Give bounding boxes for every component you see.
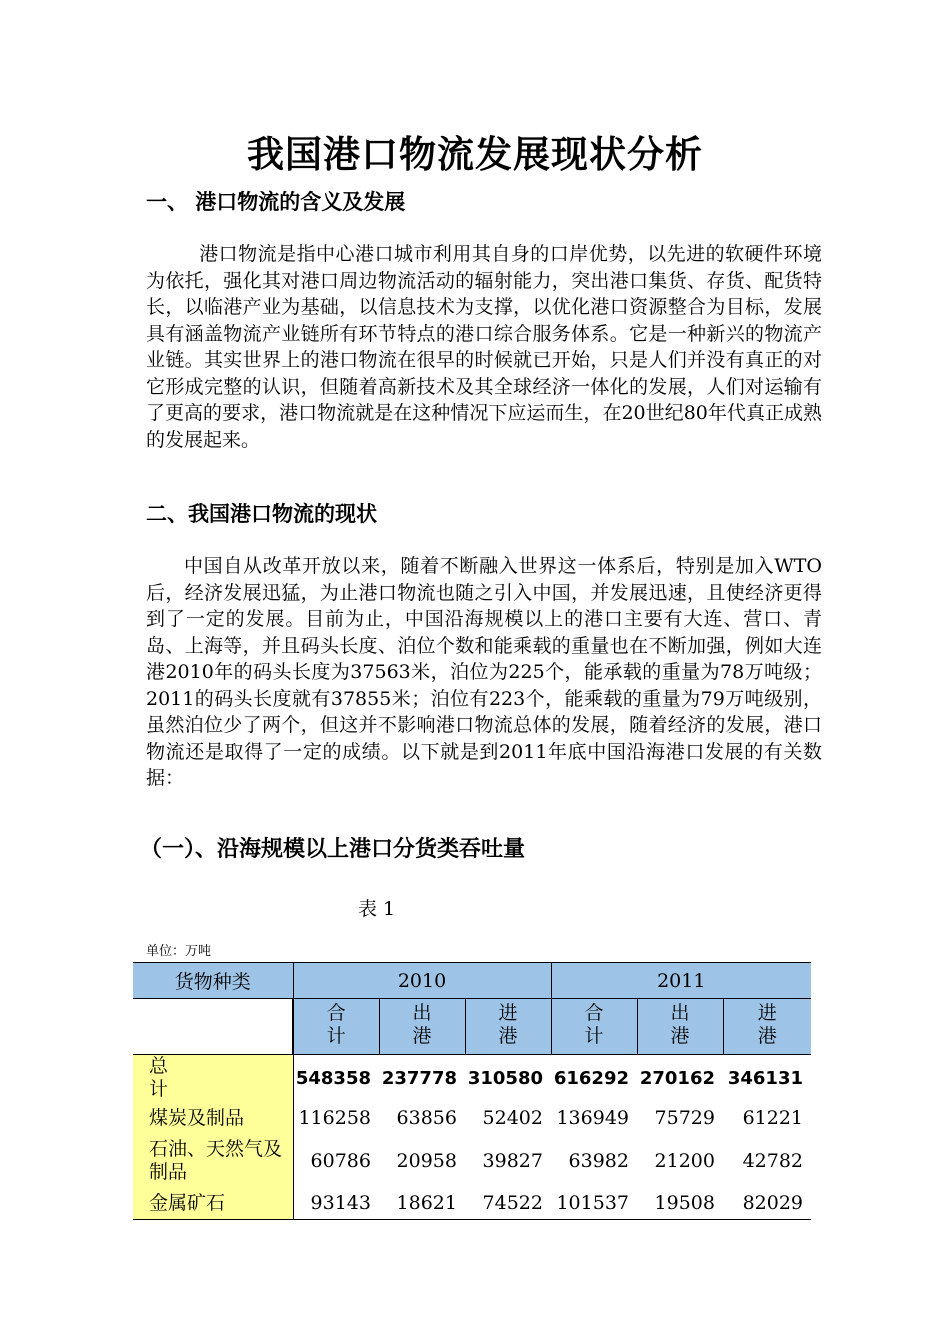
subheader-total-2010: 合计 (293, 999, 379, 1055)
table-cell: 75729 (654, 1107, 715, 1129)
table-cell: 52402 (482, 1107, 543, 1129)
table-cell: 21200 (654, 1150, 715, 1172)
document-title: 我国港口物流发展现状分析 (247, 133, 703, 176)
subheader-in-2011: 进港 (723, 999, 811, 1055)
section-heading-meaning: 一、 港口物流的含义及发展 (146, 190, 406, 214)
table-cell: 42782 (742, 1150, 804, 1172)
subheader-out-2010: 出港 (379, 999, 465, 1055)
table-row (133, 1055, 811, 1102)
table-cell: 39827 (482, 1150, 543, 1172)
table-row (133, 1187, 811, 1220)
table-subheader-row (133, 999, 811, 1055)
section-paragraph-status: 中国自从改革开放以来，随着不断融入世界这一体系后，特别是加入WTO后，经济发展迅猛，为止港口物流也随之引入中国，并发展迅速，且使经济更得到了一定的发展。目前为止，中国沿海规模以上的港口主要有大连、营口、青岛、上海等，并且码头长度、泊位个数和能乘载的重量也在不断加强，例如大连港2010年的码头长度为37563米，泊位为225个，能承载的重量为78万吨级；2011的码头长度就有37855米；泊位有223个，能乘载的重量为79万吨级别，虽然泊位少了两个，但这并不影响港口物流总体的发展，随着经济的发展，港口物流还是取得了一定的成绩。以下就是到2011年底中国沿海港口发展的有关数据： (146, 555, 822, 789)
subsection-heading-throughput: （一）、沿海规模以上港口分货类吞吐量 (140, 837, 526, 862)
table-cell: 18621 (379, 1187, 465, 1220)
table-cell: 270162 (637, 1055, 723, 1102)
section-paragraph-meaning: 港口物流是指中心港口城市利用其自身的口岸优势，以先进的软硬件环境为依托，强化其对港口周边物流活动的辐射能力，突出港口集货、存货、配货特长，以临港产业为基础，以信息技术为支撑，以优化港口资源整合为目标，发展具有涵盖物流产业链所有环节特点的港口综合服务体系。它是一种新兴的物流产业链。其实世界上的港口物流在很早的时候就已开始，只是人们并没有真正的对它形成完整的认识，但随着高新技术及其全球经济一体化的发展，人们对运输有了更高的要求，港口物流就是在这种情况下应运而生，在20世纪80年代真正成熟的发展起来。 (146, 243, 822, 451)
throughput-table (133, 962, 811, 1220)
header-year-2010: 2010 (293, 963, 551, 999)
table-header-row (133, 963, 811, 999)
table-cell: 74522 (465, 1187, 551, 1220)
row-label: 石油、天然气及制品 (133, 1135, 293, 1187)
table-cell: 616292 (551, 1055, 637, 1102)
table-unit: 单位：万吨 (146, 944, 212, 959)
table-cell: 116258 (298, 1107, 371, 1129)
table-cell: 19508 (637, 1187, 723, 1220)
table-cell: 310580 (465, 1055, 551, 1102)
table-cell: 61221 (742, 1107, 804, 1129)
table-row (133, 1101, 811, 1135)
table-cell: 63982 (568, 1150, 629, 1172)
header-cargo-kind: 货物种类 (133, 963, 293, 999)
table-cell: 346131 (723, 1055, 811, 1102)
row-label: 煤炭及制品 (133, 1101, 293, 1135)
table-cell: 63856 (396, 1107, 457, 1129)
header-blank-cell (133, 999, 293, 1055)
table-cell: 237778 (379, 1055, 465, 1102)
row-label: 金属矿石 (133, 1187, 293, 1220)
subheader-total-2011: 合计 (551, 999, 637, 1055)
subheader-out-2011: 出港 (637, 999, 723, 1055)
table-cell: 20958 (396, 1150, 457, 1172)
table-cell: 82029 (723, 1187, 811, 1220)
row-label: 总 计 (133, 1055, 293, 1102)
table-cell: 101537 (551, 1187, 637, 1220)
subheader-in-2010: 进港 (465, 999, 551, 1055)
table-cell: 60786 (310, 1150, 371, 1172)
table-cell: 136949 (556, 1107, 629, 1129)
table-caption: 表 1 (358, 898, 396, 920)
table-cell: 93143 (293, 1187, 379, 1220)
header-year-2011: 2011 (551, 963, 811, 999)
table-cell: 548358 (293, 1055, 379, 1102)
section-heading-status: 二、我国港口物流的现状 (146, 502, 377, 526)
table-row (133, 1135, 811, 1187)
